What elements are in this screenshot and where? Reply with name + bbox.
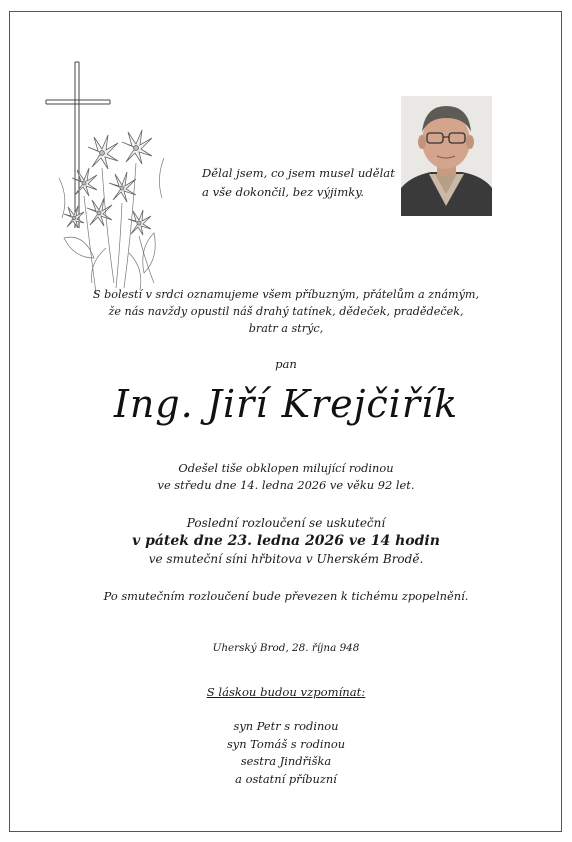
deceased-name: Ing. Jiří Krejčiřík <box>113 382 459 426</box>
remembrance-heading: S láskou budou vzpomínat: <box>206 685 366 699</box>
announcement-text <box>0 286 572 337</box>
family-member: syn Petr s rodinou <box>233 719 339 733</box>
family-member: sestra Jindřiška <box>240 754 332 768</box>
family-member: syn Tomáš s rodinou <box>226 736 346 751</box>
announcement-line: S bolestí v srdci oznamujeme všem příbuzným, přátelům a známým, <box>92 288 480 301</box>
place-date: Uherský Brod, 28. října 948 <box>212 642 360 654</box>
motto-quote <box>202 164 395 202</box>
announcement-line: bratr a strýc, <box>248 322 324 335</box>
death-info-line: ve středu dne 14. ledna 2026 ve věku 92 let. <box>157 478 415 492</box>
death-info <box>0 460 572 494</box>
cross-with-lilies-icon <box>44 58 174 298</box>
family-member: a ostatní příbuzní <box>235 771 337 786</box>
funeral-date-time: v pátek dne 23. ledna 2026 ve 14 hodin <box>132 533 440 549</box>
funeral-location: ve smuteční síni hřbitova v Uherském Brodě. <box>148 552 424 566</box>
motto-line: a vše dokončil, bez výjimky. <box>202 185 364 199</box>
title-word: pan <box>275 357 297 371</box>
motto-line: Dělal jsem, co jsem musel udělat <box>202 166 395 180</box>
funeral-line: Poslední rozloučení se uskuteční <box>186 516 386 530</box>
funeral-info <box>0 514 572 568</box>
cremation-note: Po smutečním rozloučení bude převezen k tichému zpopelnění. <box>103 589 469 603</box>
family-list <box>0 718 572 788</box>
portrait-photo <box>401 96 492 216</box>
death-info-line: Odešel tiše obklopen milující rodinou <box>178 461 394 475</box>
announcement-line: že nás navždy opustil náš drahý tatínek, dědeček, pradědeček, <box>108 305 464 318</box>
